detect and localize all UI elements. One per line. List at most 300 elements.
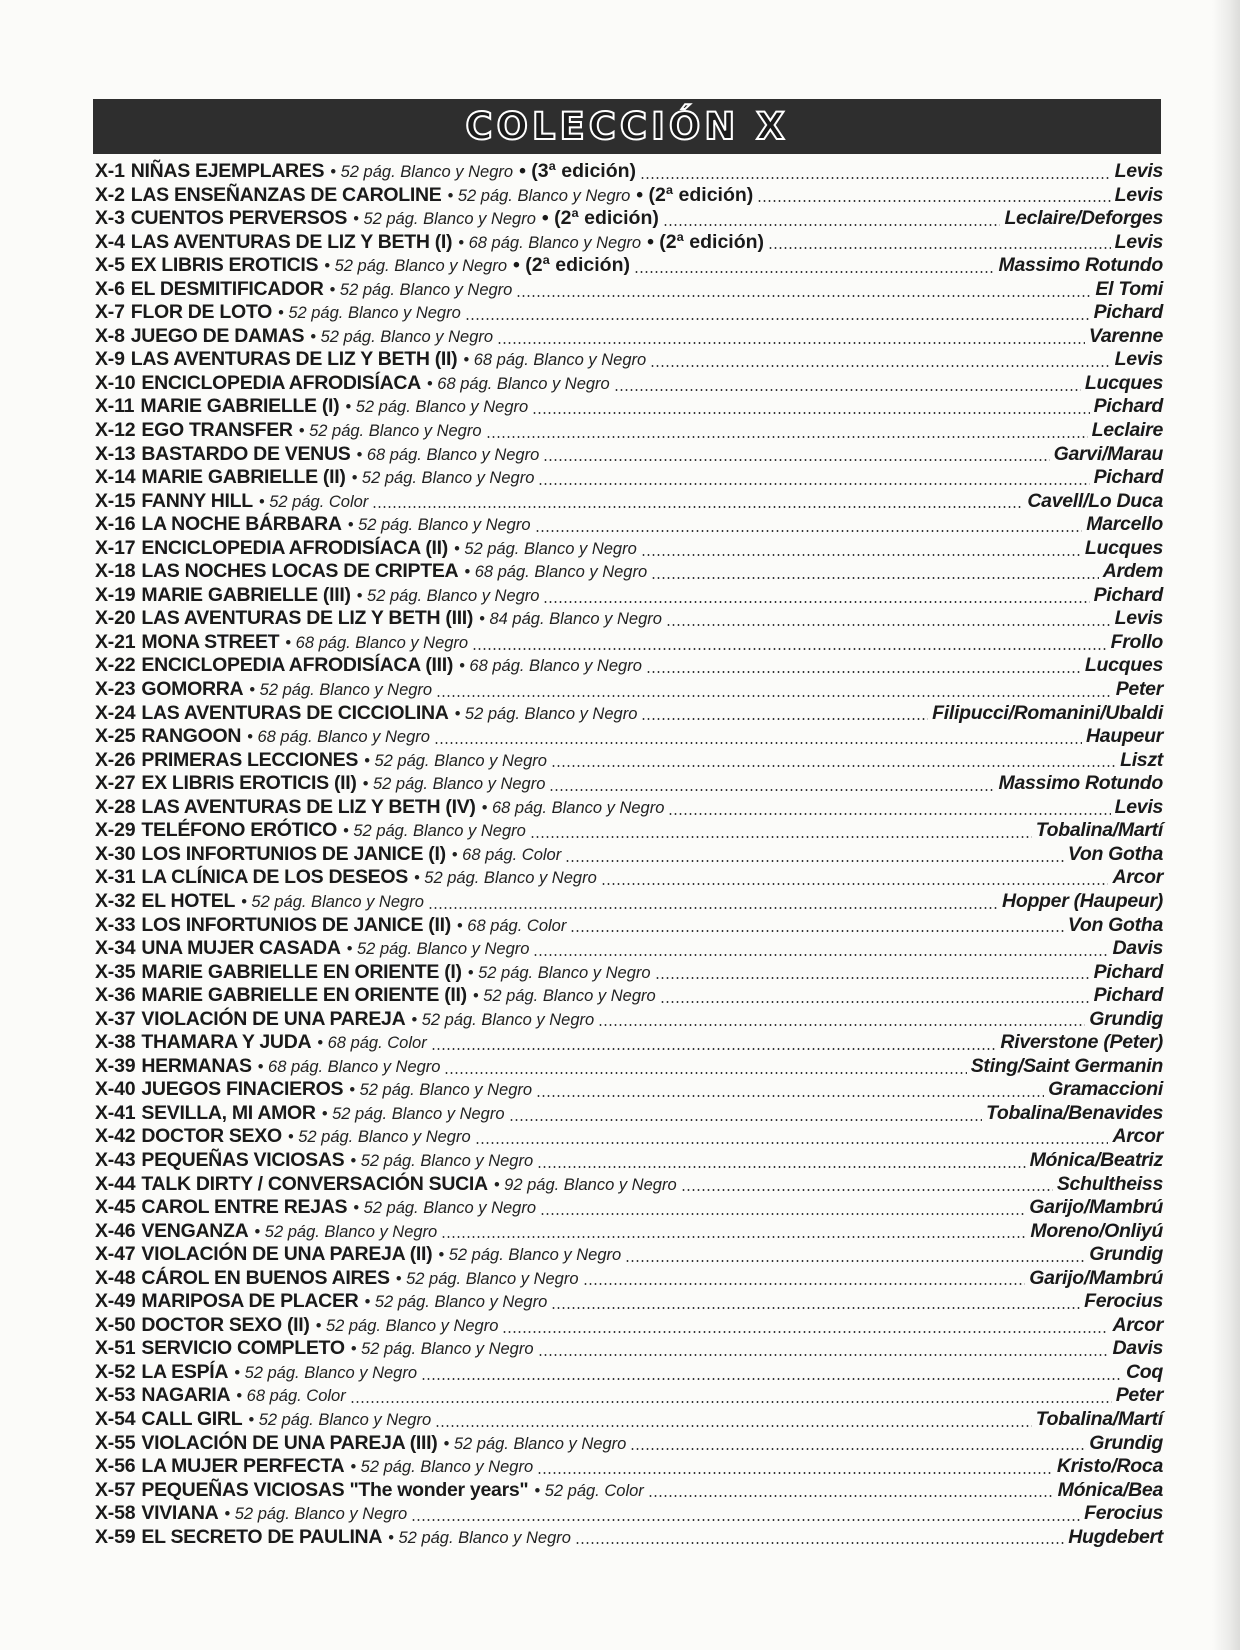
item-details: • 52 pág. Blanco y Negro — [454, 704, 638, 723]
item-author: Lucques — [1084, 371, 1163, 394]
item-author: Levis — [1114, 160, 1163, 182]
item-title: JUEGOS FINACIEROS — [141, 1078, 344, 1101]
dot-leader — [435, 1425, 1032, 1427]
item-code: X-54 — [95, 1407, 136, 1430]
catalog-row — [95, 890, 1163, 914]
catalog-row — [95, 772, 1163, 796]
item-author: Pichard — [1093, 984, 1163, 1007]
dot-leader — [411, 1519, 1080, 1521]
catalog-row — [95, 395, 1163, 419]
item-author: Tobalina/Benavides — [985, 1101, 1163, 1124]
item-author: Levis — [1114, 348, 1163, 371]
item-details: • 52 pág. Color — [258, 492, 369, 511]
item-details: • 52 pág. Blanco y Negro — [241, 892, 424, 911]
item-details: • 52 pág. Blanco y Negro — [443, 1434, 627, 1453]
catalog-row — [95, 1008, 1163, 1032]
item-title: LOS INFORTUNIOS DE JANICE (II) — [141, 913, 451, 936]
item-author: Pichard — [1093, 960, 1163, 983]
item-details: • 52 pág. Blanco y Negro — [353, 1199, 537, 1218]
item-details: • 68 pág. Blanco y Negro — [356, 445, 540, 464]
item-code: X-34 — [95, 937, 136, 960]
item-title: EX LIBRIS EROTICIS — [130, 254, 319, 277]
dot-leader — [640, 177, 1111, 179]
item-details: • 52 pág. Blanco y Negro — [356, 586, 540, 605]
dot-leader — [598, 1024, 1085, 1026]
catalog-row — [95, 1196, 1163, 1220]
item-code: X-1 — [95, 160, 125, 182]
catalog-row — [95, 1455, 1163, 1479]
catalog-row — [95, 443, 1163, 467]
item-code: X-48 — [95, 1266, 136, 1289]
item-details: • 68 pág. Color — [236, 1387, 346, 1406]
dot-leader — [537, 1472, 1053, 1474]
catalog-row — [95, 1031, 1163, 1055]
item-author: Sting/Saint Germanin — [970, 1054, 1163, 1077]
item-details: • 68 pág. Color — [317, 1034, 427, 1053]
item-author: Moreno/Onliyú — [1030, 1219, 1163, 1242]
item-title: LAS AVENTURAS DE LIZ Y BETH (III) — [141, 607, 474, 630]
catalog-row — [95, 984, 1163, 1008]
item-author: Arcor — [1112, 866, 1163, 889]
dot-leader — [549, 789, 994, 791]
item-title: RANGOON — [141, 725, 242, 748]
catalog-row — [95, 372, 1163, 396]
item-details: • 52 pág. Blanco y Negro — [277, 304, 461, 323]
dot-leader — [583, 1283, 1026, 1285]
item-title: EL SECRETO DE PAULINA — [141, 1525, 383, 1548]
item-details: • 52 pág. Blanco y Negro — [330, 163, 514, 181]
item-code: X-36 — [95, 984, 136, 1007]
dot-leader — [570, 930, 1064, 932]
item-code: X-46 — [95, 1219, 136, 1242]
catalog-row — [95, 184, 1163, 208]
item-details: • 52 pág. Blanco y Negro — [298, 422, 482, 441]
item-title: LA MUJER PERFECTA — [141, 1455, 345, 1478]
catalog-row — [95, 1384, 1163, 1408]
item-code: X-47 — [95, 1243, 136, 1266]
item-author: Pichard — [1093, 301, 1163, 324]
item-title: MARIPOSA DE PLACER — [141, 1290, 359, 1313]
item-code: X-39 — [95, 1054, 136, 1077]
item-edition: • (2ª edición) — [513, 254, 631, 277]
item-title: LAS ENSEÑANZAS DE CAROLINE — [130, 183, 442, 206]
catalog-row — [95, 231, 1163, 255]
item-title: EX LIBRIS EROTICIS (II) — [141, 772, 357, 795]
item-code: X-11 — [95, 395, 135, 418]
catalog-row — [95, 1102, 1163, 1126]
catalog-row — [95, 160, 1163, 184]
catalog-row — [95, 607, 1163, 631]
item-edition: • (3ª edición) — [519, 160, 637, 182]
item-details: • 52 pág. Blanco y Negro — [347, 516, 531, 535]
item-author: Marcello — [1086, 513, 1163, 536]
catalog-row — [95, 584, 1163, 608]
item-author: Schultheiss — [1056, 1172, 1163, 1195]
item-author: Leclaire — [1091, 419, 1163, 442]
item-title: VIOLACIÓN DE UNA PAREJA — [141, 1007, 406, 1030]
item-code: X-53 — [95, 1384, 136, 1407]
item-details: • 52 pág. Blanco y Negro — [345, 398, 529, 417]
item-title: VIOLACIÓN DE UNA PAREJA (III) — [141, 1431, 438, 1454]
item-details: • 52 pág. Blanco y Negro — [362, 775, 546, 794]
item-code: X-42 — [95, 1125, 136, 1148]
dot-leader — [350, 1401, 1112, 1403]
item-details: • 52 pág. Color — [534, 1481, 644, 1500]
dot-leader — [768, 247, 1111, 249]
catalog-row — [95, 490, 1163, 514]
item-details: • 68 pág. Blanco y Negro — [247, 728, 430, 747]
item-title: VENGANZA — [141, 1219, 249, 1242]
item-author: Peter — [1115, 1384, 1163, 1407]
item-code: X-45 — [95, 1196, 136, 1219]
item-title: THAMARA Y JUDA — [141, 1031, 312, 1054]
item-code: X-4 — [95, 230, 125, 253]
item-details: • 52 pág. Blanco y Negro — [353, 210, 536, 229]
item-code: X-13 — [95, 442, 136, 465]
dot-leader — [475, 1142, 1109, 1144]
item-code: X-31 — [95, 866, 136, 889]
item-code: X-22 — [95, 654, 136, 677]
dot-leader — [465, 318, 1090, 320]
item-details: • 52 pág. Blanco y Negro — [438, 1246, 622, 1265]
catalog-row — [95, 1220, 1163, 1244]
item-code: X-30 — [95, 842, 136, 865]
item-title: MARIE GABRIELLE (III) — [141, 583, 351, 606]
item-author: Levis — [1114, 795, 1163, 818]
dot-leader — [535, 530, 1083, 532]
item-details: • 52 pág. Blanco y Negro — [388, 1528, 571, 1547]
item-details: • 52 pág. Blanco y Negro — [447, 186, 631, 205]
catalog-row — [95, 819, 1163, 843]
dot-leader — [543, 601, 1089, 603]
item-details: • 52 pág. Blanco y Negro — [350, 1340, 534, 1359]
catalog-row — [95, 1290, 1163, 1314]
dot-leader — [634, 271, 994, 273]
page-edge-shadow — [1212, 0, 1240, 1650]
item-details: • 52 pág. Blanco y Negro — [351, 469, 535, 488]
catalog-row — [95, 725, 1163, 749]
item-title: LA CLÍNICA DE LOS DESEOS — [141, 866, 408, 889]
dot-leader — [472, 648, 1107, 650]
dot-leader — [551, 765, 1116, 767]
item-title: GOMORRA — [141, 678, 244, 701]
item-details: • 52 pág. Blanco y Negro — [329, 280, 513, 299]
item-title: DOCTOR SEXO (II) — [141, 1313, 310, 1336]
item-author: Ardem — [1102, 560, 1163, 583]
item-code: X-17 — [95, 536, 136, 559]
item-code: X-38 — [95, 1031, 136, 1054]
catalog-row — [95, 631, 1163, 655]
item-details: • 52 pág. Blanco y Negro — [315, 1316, 499, 1335]
item-title: DOCTOR SEXO — [141, 1125, 282, 1148]
item-code: X-15 — [95, 489, 136, 512]
item-code: X-7 — [95, 301, 125, 324]
dot-leader — [625, 1260, 1085, 1262]
item-title: SEVILLA, MI AMOR — [141, 1101, 316, 1124]
item-author: Hopper (Haupeur) — [1002, 889, 1163, 912]
item-author: Haupeur — [1086, 725, 1163, 748]
catalog-row — [95, 1526, 1163, 1550]
item-author: Riverstone (Peter) — [1000, 1031, 1163, 1054]
item-code: X-19 — [95, 583, 136, 606]
item-code: X-44 — [95, 1172, 136, 1195]
catalog-row — [95, 866, 1163, 890]
item-author: Grundig — [1089, 1431, 1163, 1454]
catalog-row — [95, 278, 1163, 302]
item-author: Lucques — [1084, 536, 1163, 559]
item-code: X-51 — [95, 1337, 136, 1360]
item-details: • 52 pág. Blanco y Negro — [350, 1151, 534, 1170]
item-author: Pichard — [1093, 583, 1163, 606]
item-code: X-32 — [95, 889, 136, 912]
item-code: X-20 — [95, 607, 136, 630]
catalog-row — [95, 654, 1163, 678]
item-code: X-6 — [95, 277, 125, 300]
catalog-row — [95, 1078, 1163, 1102]
item-details: • 52 pág. Blanco y Negro — [254, 1222, 438, 1241]
item-details: • 52 pág. Blanco y Negro — [343, 822, 526, 841]
item-author: Kristo/Roca — [1056, 1455, 1163, 1478]
item-code: X-3 — [95, 207, 125, 230]
item-code: X-28 — [95, 795, 136, 818]
item-details: • 52 pág. Blanco y Negro — [453, 539, 637, 558]
catalog-row — [95, 1125, 1163, 1149]
item-title: JUEGO DE DAMAS — [130, 324, 305, 347]
item-title: NAGARIA — [141, 1384, 231, 1407]
item-title: TELÉFONO ERÓTICO — [141, 819, 338, 842]
dot-leader — [434, 742, 1082, 744]
item-details: • 52 pág. Blanco y Negro — [234, 1363, 418, 1382]
catalog-row — [95, 1337, 1163, 1361]
item-details: • 68 pág. Color — [456, 916, 567, 935]
item-code: X-37 — [95, 1007, 136, 1030]
item-author: Tobalina/Martí — [1035, 819, 1163, 842]
item-code: X-21 — [95, 630, 136, 653]
item-title: FLOR DE LOTO — [130, 301, 272, 324]
dot-leader — [663, 224, 1001, 226]
catalog-row — [95, 325, 1163, 349]
dot-leader — [668, 813, 1110, 815]
item-details: • 52 pág. Blanco y Negro — [413, 869, 597, 888]
item-title: CALL GIRL — [141, 1407, 243, 1430]
item-details: • 52 pág. Blanco y Negro — [321, 1104, 505, 1123]
item-author: Mónica/Bea — [1057, 1478, 1163, 1501]
item-code: X-9 — [95, 348, 125, 371]
dot-leader — [537, 1166, 1025, 1168]
item-code: X-52 — [95, 1360, 136, 1383]
item-details: • 52 pág. Blanco y Negro — [224, 1505, 408, 1524]
dot-leader — [614, 389, 1081, 391]
item-author: Liszt — [1120, 748, 1163, 771]
catalog-row — [95, 914, 1163, 938]
item-code: X-12 — [95, 419, 136, 442]
item-title: CAROL ENTRE REJAS — [141, 1196, 348, 1219]
item-details: • 52 pág. Blanco y Negro — [364, 751, 547, 770]
dot-leader — [681, 1189, 1053, 1191]
item-author: Pichard — [1093, 466, 1163, 489]
catalog-row — [95, 1173, 1163, 1197]
item-details: • 52 pág. Blanco y Negro — [467, 963, 651, 982]
item-details: • 68 pág. Blanco y Negro — [481, 798, 665, 817]
item-title: VIVIANA — [141, 1502, 219, 1525]
item-code: X-41 — [95, 1101, 136, 1124]
item-details: • 52 pág. Blanco y Negro — [349, 1081, 533, 1100]
dot-leader — [648, 1495, 1054, 1497]
catalog-row — [95, 348, 1163, 372]
item-author: Cavell/Lo Duca — [1027, 489, 1163, 512]
item-title: EL DESMITIFICADOR — [130, 277, 324, 300]
item-title: MARIE GABRIELLE EN ORIENTE (I) — [141, 960, 462, 983]
dot-leader — [533, 954, 1108, 956]
item-title: LAS AVENTURAS DE CICCIOLINA — [141, 701, 449, 724]
dot-leader — [502, 1331, 1108, 1333]
item-code: X-33 — [95, 913, 136, 936]
item-title: LA ESPÍA — [141, 1360, 229, 1383]
item-author: Massimo Rotundo — [998, 772, 1163, 795]
catalog-row — [95, 207, 1163, 231]
item-code: X-14 — [95, 466, 136, 489]
item-author: Leclaire/Deforges — [1004, 207, 1163, 230]
catalog-row — [95, 1243, 1163, 1267]
catalog-row — [95, 560, 1163, 584]
dot-leader — [428, 907, 998, 909]
item-author: Von Gotha — [1067, 842, 1163, 865]
item-author: Frollo — [1110, 630, 1163, 653]
item-code: X-25 — [95, 725, 136, 748]
item-author: Garijo/Mambrú — [1029, 1196, 1163, 1219]
catalog-row — [95, 1149, 1163, 1173]
dot-leader — [538, 1354, 1109, 1356]
item-code: X-23 — [95, 678, 136, 701]
item-code: X-56 — [95, 1455, 136, 1478]
item-author: Von Gotha — [1067, 913, 1163, 936]
dot-leader — [538, 483, 1089, 485]
item-details: • 68 pág. Blanco y Negro — [426, 374, 610, 393]
dot-leader — [651, 577, 1099, 579]
dot-leader — [509, 1119, 982, 1121]
item-title: ENCICLOPEDIA AFRODISÍACA (II) — [141, 536, 448, 559]
dot-leader — [497, 342, 1085, 344]
catalog-row — [95, 1432, 1163, 1456]
dot-leader — [757, 200, 1110, 202]
item-title: ENCICLOPEDIA AFRODISÍACA (III) — [141, 654, 454, 677]
catalog-row — [95, 1361, 1163, 1385]
item-author: Davis — [1112, 1337, 1163, 1360]
catalog-row — [95, 1479, 1163, 1503]
item-title: CUENTOS PERVERSOS — [130, 207, 348, 230]
dot-leader — [441, 1236, 1026, 1238]
catalog-row — [95, 749, 1163, 773]
item-code: X-49 — [95, 1290, 136, 1313]
catalog-row — [95, 843, 1163, 867]
item-author: Tobalina/Martí — [1035, 1407, 1163, 1430]
item-details: • 68 pág. Blanco y Negro — [257, 1057, 441, 1076]
catalog-row — [95, 796, 1163, 820]
section-header — [93, 99, 1161, 154]
item-author: Grundig — [1089, 1007, 1163, 1030]
item-details: • 52 pág. Blanco y Negro — [324, 257, 508, 276]
item-code: X-27 — [95, 772, 136, 795]
item-code: X-26 — [95, 748, 136, 771]
dot-leader — [551, 1307, 1080, 1309]
item-code: X-2 — [95, 183, 125, 206]
item-code: X-55 — [95, 1431, 136, 1454]
item-code: X-59 — [95, 1525, 136, 1548]
item-details: • 68 pág. Blanco y Negro — [458, 233, 642, 252]
item-details: • 92 pág. Blanco y Negro — [493, 1175, 677, 1194]
dot-leader — [575, 1542, 1064, 1544]
item-details: • 68 pág. Blanco y Negro — [285, 633, 469, 652]
dot-leader — [532, 412, 1089, 414]
catalog-list — [95, 160, 1163, 1549]
item-details: • 52 pág. Blanco y Negro — [248, 1410, 432, 1429]
dot-leader — [543, 459, 1049, 461]
item-author: Grundig — [1089, 1243, 1163, 1266]
item-author: Garijo/Mambrú — [1029, 1266, 1163, 1289]
dot-leader — [666, 624, 1111, 626]
item-title: LAS NOCHES LOCAS DE CRIPTEA — [141, 560, 459, 583]
item-details: • 52 pág. Blanco y Negro — [310, 327, 494, 346]
dot-leader — [530, 836, 1032, 838]
dot-leader — [536, 1095, 1044, 1097]
item-details: • 68 pág. Blanco y Negro — [464, 563, 648, 582]
item-code: X-50 — [95, 1313, 136, 1336]
item-title: LAS AVENTURAS DE LIZ Y BETH (I) — [130, 230, 453, 253]
item-code: X-58 — [95, 1502, 136, 1525]
item-code: X-29 — [95, 819, 136, 842]
item-title: NIÑAS EJEMPLARES — [130, 160, 325, 182]
item-author: Arcor — [1112, 1125, 1163, 1148]
item-title: FANNY HILL — [141, 489, 253, 512]
item-title: EL HOTEL — [141, 889, 236, 912]
item-author: Gramaccioni — [1048, 1078, 1163, 1101]
dot-leader — [486, 436, 1088, 438]
item-edition: • (2ª edición) — [636, 183, 754, 206]
item-details: • 52 pág. Blanco y Negro — [287, 1128, 471, 1147]
dot-leader — [540, 1213, 1025, 1215]
item-author: Ferocius — [1084, 1290, 1163, 1313]
item-details: • 52 pág. Blanco y Negro — [364, 1293, 548, 1312]
item-code: X-8 — [95, 324, 125, 347]
item-title: MARIE GABRIELLE (II) — [141, 466, 346, 489]
item-code: X-5 — [95, 254, 125, 277]
catalog-row — [95, 678, 1163, 702]
dot-leader — [601, 883, 1109, 885]
item-title: SERVICIO COMPLETO — [141, 1337, 345, 1360]
item-title: VIOLACIÓN DE UNA PAREJA (II) — [141, 1243, 433, 1266]
item-details: • 52 pág. Blanco y Negro — [249, 681, 433, 700]
item-details: • 52 pág. Blanco y Negro — [346, 940, 530, 959]
catalog-row — [95, 1502, 1163, 1526]
item-author: Peter — [1115, 678, 1163, 701]
item-details: • 52 pág. Blanco y Negro — [395, 1269, 579, 1288]
catalog-row — [95, 1055, 1163, 1079]
item-code: X-24 — [95, 701, 136, 724]
item-code: X-10 — [95, 371, 136, 394]
item-details: • 68 pág. Blanco y Negro — [459, 657, 642, 676]
section-title: COLECCIÓN X — [465, 105, 789, 148]
item-title: MARIE GABRIELLE (I) — [140, 395, 340, 418]
item-title: LA NOCHE BÁRBARA — [141, 513, 342, 536]
catalog-row — [95, 1267, 1163, 1291]
catalog-row — [95, 937, 1163, 961]
item-title: HERMANAS — [141, 1054, 252, 1077]
dot-leader — [650, 365, 1110, 367]
item-details: • 68 pág. Blanco y Negro — [463, 351, 647, 370]
item-title: PRIMERAS LECCIONES — [141, 748, 359, 771]
dot-leader — [444, 1072, 966, 1074]
dot-leader — [641, 718, 928, 720]
